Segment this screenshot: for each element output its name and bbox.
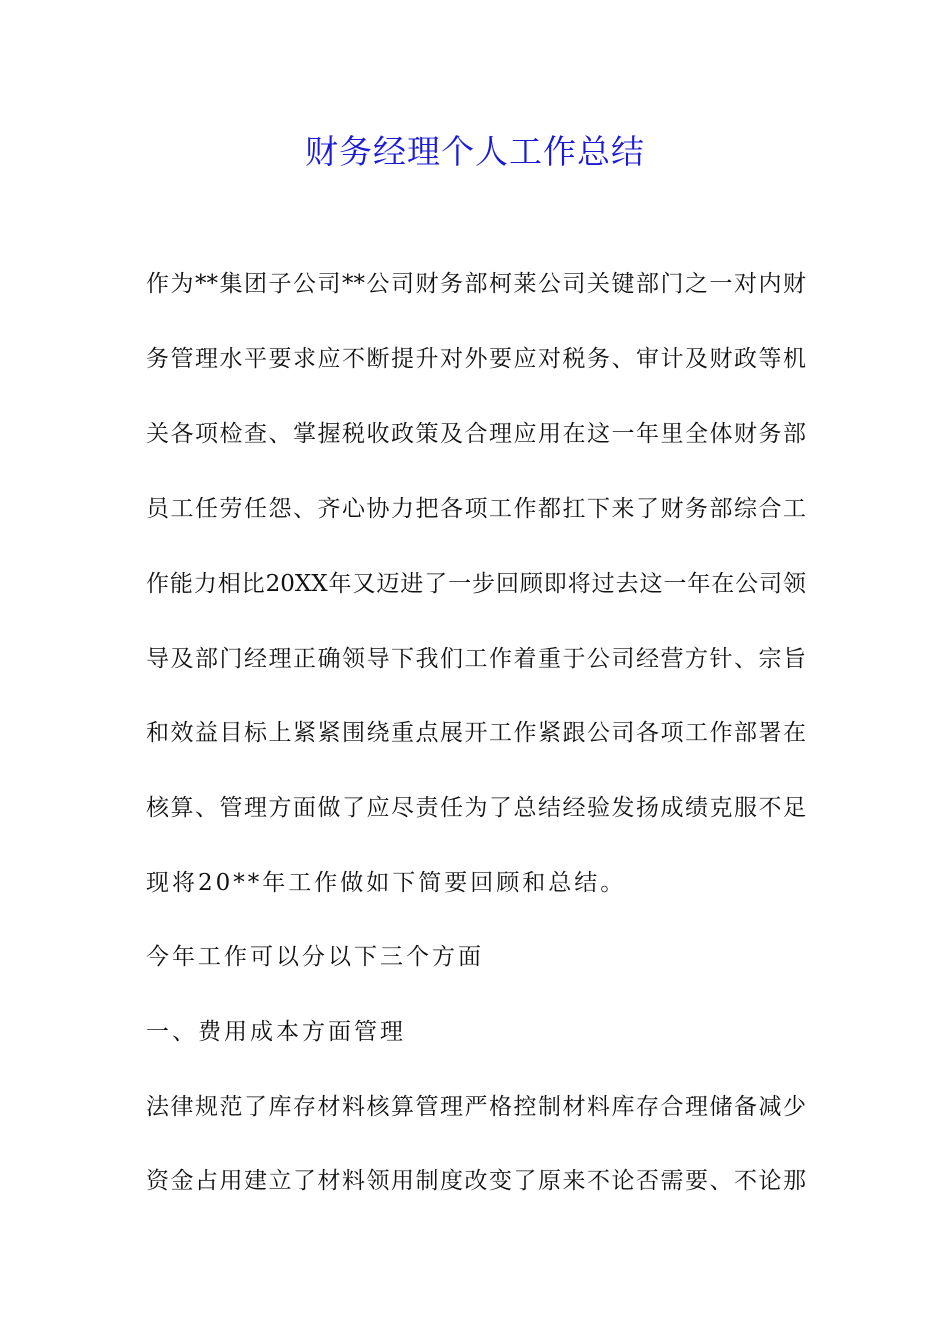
section-heading: 一、费用成本方面管理 [146, 1019, 406, 1045]
paragraph-line: 和效益目标上紧紧围绕重点展开工作紧跟公司各项工作部署在 [146, 720, 806, 746]
paragraph-line: 导及部门经理正确领导下我们工作着重于公司经营方针、宗旨 [146, 646, 806, 672]
paragraph-line: 作为**集团子公司**公司财务部柯莱公司关键部门之一对内财 [146, 271, 806, 297]
paragraph-line: 作能力相比20XX年又迈进了一步回顾即将过去这一年在公司领 [146, 571, 806, 597]
document-title: 财务经理个人工作总结 [305, 132, 645, 171]
paragraph-line: 法律规范了库存材料核算管理严格控制材料库存合理储备减少 [146, 1094, 806, 1120]
paragraph-line: 现将20**年工作做如下简要回顾和总结。 [146, 870, 627, 896]
paragraph-line: 今年工作可以分以下三个方面 [146, 944, 484, 970]
paragraph-line: 资金占用建立了材料领用制度改变了原来不论否需要、不论那 [146, 1168, 806, 1194]
paragraph-line: 务管理水平要求应不断提升对外要应对税务、审计及财政等机 [146, 346, 806, 372]
paragraph-line: 关各项检查、掌握税收政策及合理应用在这一年里全体财务部 [146, 421, 806, 447]
paragraph-line: 核算、管理方面做了应尽责任为了总结经验发扬成绩克服不足 [146, 795, 806, 821]
paragraph-line: 员工任劳任怨、齐心协力把各项工作都扛下来了财务部综合工 [146, 496, 806, 522]
